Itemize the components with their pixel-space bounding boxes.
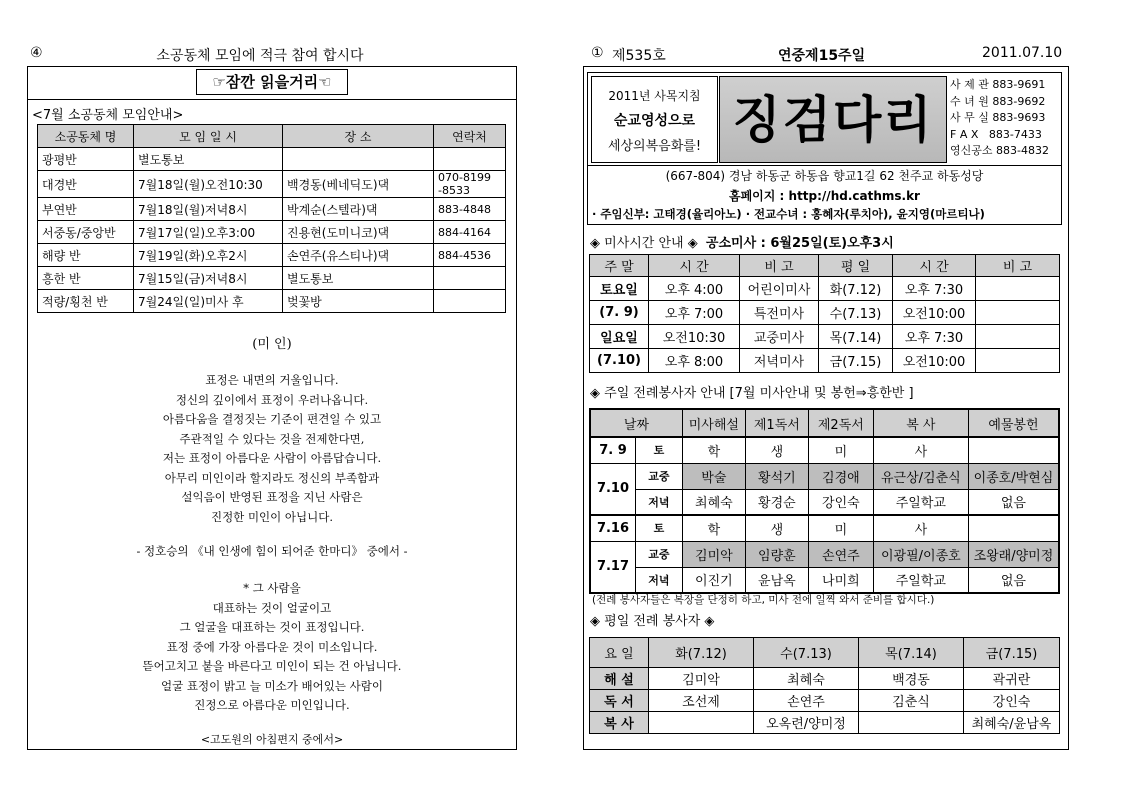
table-cell: 오후 7:30 — [893, 277, 976, 301]
service-date: 7.17 — [590, 541, 636, 593]
service-heading: ◈ 주일 전례봉사자 안내 [7월 미사안내 및 봉헌⇒흥한반 ] — [590, 386, 914, 401]
col-header: 연락처 — [434, 125, 506, 148]
table-cell: 오후 4:00 — [649, 277, 740, 301]
service-table — [589, 408, 1060, 594]
col-header: 모 임 일 시 — [134, 125, 283, 148]
issue-number: 제535호 — [612, 48, 666, 64]
table-cell: 김미악 — [649, 668, 754, 690]
table-cell: 교중미사 — [740, 325, 819, 349]
table-cell: 부연반 — [38, 198, 134, 221]
poem-line: 아름다움을 결정짓는 기준이 편견일 수 있고 — [162, 412, 382, 426]
section-title: <7월 소공동체 모임안내> — [32, 108, 184, 123]
table-cell: 학 — [682, 515, 745, 541]
table-cell: 금(7.15) — [819, 349, 893, 373]
table-cell: 생 — [745, 515, 808, 541]
table-cell: 김경애 — [808, 463, 873, 489]
motto-box — [591, 76, 718, 163]
table-cell: 토요일 — [590, 277, 649, 301]
table-row — [38, 267, 506, 290]
table-cell: 수(7.13) — [819, 301, 893, 325]
table-cell: 오전10:00 — [893, 349, 976, 373]
table-cell: 진용현(도미니코)댁 — [283, 221, 434, 244]
reading-box-title: ☞잠깐 읽을거리☜ — [196, 69, 348, 95]
table-cell: 해량 반 — [38, 244, 134, 267]
poem-line: 그 얼굴을 대표하는 것이 표정입니다. — [179, 620, 365, 634]
mass-schedule-table — [589, 254, 1060, 373]
cell-meeting-table — [37, 124, 506, 313]
poem-title: (미 인) — [252, 337, 292, 352]
poem-line: 주관적일 수 있다는 것을 전제한다면, — [179, 431, 365, 446]
table-cell: 사 — [873, 437, 968, 463]
table-cell: 윤남옥 — [745, 567, 808, 593]
table-cell: 오전10:00 — [893, 301, 976, 325]
poem-line: 진정으로 아름다운 미인입니다. — [194, 698, 350, 712]
col-header: 시 간 — [649, 255, 740, 277]
col-header: 예물봉헌 — [968, 409, 1059, 437]
table-cell: 미 — [808, 437, 873, 463]
table-cell: 손연주 — [808, 541, 873, 567]
table-cell: 특전미사 — [740, 301, 819, 325]
table-cell: 박술 — [682, 463, 745, 489]
left-header: 소공동체 모임에 적극 참여 합시다 — [156, 48, 364, 64]
table-cell: 조선제 — [649, 690, 754, 712]
contact-line: F A X 883-7433 — [950, 127, 1042, 141]
table-row — [590, 489, 1059, 515]
table-row — [38, 221, 506, 244]
table-cell: 광평반 — [38, 148, 134, 171]
service-subtype: 저녁 — [636, 567, 683, 593]
service-date: 7. 9 — [590, 437, 636, 463]
table-cell: 884-4536 — [434, 244, 506, 267]
table-cell: 이광필/이종호 — [873, 541, 968, 567]
table-row — [590, 325, 1060, 349]
table-cell — [434, 290, 506, 313]
table-cell: 해 설 — [590, 668, 649, 690]
table-row — [590, 301, 1060, 325]
table-cell: 대경반 — [38, 171, 134, 198]
col-header: 제1독서 — [745, 409, 808, 437]
col-header: 목(7.14) — [859, 638, 964, 668]
poem-body — [28, 371, 516, 527]
table-cell — [434, 148, 506, 171]
gongso-mass: 공소미사 : 6월25일(토)오후3시 — [705, 236, 894, 251]
poem-line: 저는 표정이 아름다운 사람이 아름답습니다. — [162, 451, 382, 465]
service-date: 7.16 — [590, 515, 636, 541]
table-cell — [968, 515, 1059, 541]
motto-line-1: 순교영성으로 — [613, 113, 696, 129]
left-page-number: ④ — [30, 45, 43, 61]
poem-line: 얼굴 표정이 밝고 늘 미소가 배어있는 사람이 — [161, 678, 383, 693]
poem-body-2 — [28, 579, 516, 716]
table-cell: 사 — [873, 515, 968, 541]
service-subtype: 교중 — [636, 541, 683, 567]
table-cell: 어린이미사 — [740, 277, 819, 301]
col-header: 요 일 — [590, 638, 649, 668]
table-row — [590, 690, 1060, 712]
table-cell: 독 서 — [590, 690, 649, 712]
table-cell: (7.10) — [590, 349, 649, 373]
poem-line: 표정은 내면의 거울입니다. — [205, 373, 339, 387]
table-cell: 조왕래/양미정 — [968, 541, 1059, 567]
table-cell — [976, 301, 1060, 325]
table-row — [590, 541, 1059, 567]
table-cell: 최혜숙 — [754, 668, 859, 690]
table-cell: 김춘식 — [859, 690, 964, 712]
table-cell: 7월24일(일)미사 후 — [134, 290, 283, 313]
table-cell: 서중동/중앙반 — [38, 221, 134, 244]
table-cell: 오옥련/양미정 — [754, 712, 859, 734]
contact-list — [950, 77, 1060, 160]
table-cell: 생 — [745, 437, 808, 463]
col-header: 소공동체 명 — [38, 125, 134, 148]
table-cell — [968, 437, 1059, 463]
poem-line: 뜯어고치고 붙을 바른다고 미인이 되는 건 아닙니다. — [142, 659, 402, 673]
table-cell — [649, 712, 754, 734]
contact-line: 영신공소 883-4832 — [950, 144, 1049, 157]
table-cell: 김미악 — [682, 541, 745, 567]
table-cell: 주일학교 — [873, 489, 968, 515]
service-subtype: 토 — [636, 515, 683, 541]
parish-address: (667-804) 경남 하동군 하동읍 향교1길 62 천주교 하동성당 — [665, 169, 984, 183]
col-header: 날짜 — [590, 409, 682, 437]
table-cell: 벚꽃방 — [283, 290, 434, 313]
col-header: 비 고 — [740, 255, 819, 277]
table-cell: 883-4848 — [434, 198, 506, 221]
col-header: 평 일 — [819, 255, 893, 277]
weekday-service-table — [589, 637, 1060, 734]
table-cell: 황석기 — [745, 463, 808, 489]
poem-attribution: - 정호승의 《내 인생에 힘이 되어준 한마디》 중에서 - — [136, 544, 408, 558]
table-cell: 강인숙 — [964, 690, 1060, 712]
table-row — [38, 198, 506, 221]
table-cell: 백경동(베네딕도)댁 — [283, 171, 434, 198]
table-cell: (7. 9) — [590, 301, 649, 325]
newsletter-title: 징검다리 — [732, 90, 934, 149]
weekday-heading: ◈ 평일 전례 봉사자 ◈ — [590, 614, 715, 629]
contact-line: 사 무 실 883-9693 — [950, 111, 1046, 124]
table-cell: 곽귀란 — [964, 668, 1060, 690]
table-row — [590, 349, 1060, 373]
table-row — [590, 437, 1059, 463]
table-row — [590, 668, 1060, 690]
table-cell: 강인숙 — [808, 489, 873, 515]
table-cell: 적량/횡천 반 — [38, 290, 134, 313]
table-cell: 오후 8:00 — [649, 349, 740, 373]
table-cell: 별도통보 — [134, 148, 283, 171]
col-header: 수(7.13) — [754, 638, 859, 668]
poem-line: 정신의 깊이에서 표정이 우러나옵니다. — [175, 392, 369, 407]
service-date: 7.10 — [590, 463, 636, 515]
table-cell: 최혜숙/윤남옥 — [964, 712, 1060, 734]
masthead — [587, 72, 1062, 225]
table-cell: 없음 — [968, 567, 1059, 593]
clergy-info: · 주임신부: 고태경(율리아노) · 전교수녀 : 홍혜자(루치아), 윤지영(마르티나) — [592, 207, 985, 221]
poem-line: 설익음이 반영된 표정을 지닌 사람은 — [181, 490, 363, 504]
table-cell — [434, 267, 506, 290]
service-subtype: 토 — [636, 437, 683, 463]
poem-line: 아무리 미인이라 할지라도 정신의 부족함과 — [164, 470, 380, 485]
table-cell: 7월15일(금)저녁8시 — [134, 267, 283, 290]
right-page-number: ① — [591, 45, 604, 61]
col-header: 제2독서 — [808, 409, 873, 437]
table-row — [590, 567, 1059, 593]
col-header: 복 사 — [873, 409, 968, 437]
poem-line: * 그 사람을 — [243, 581, 301, 595]
table-cell: 손연주(유스티나)댁 — [283, 244, 434, 267]
service-subtype: 저녁 — [636, 489, 683, 515]
table-row — [38, 244, 506, 267]
table-cell: 오전10:30 — [649, 325, 740, 349]
table-cell: 884-4164 — [434, 221, 506, 244]
mass-heading-label: ◈ 미사시간 안내 ◈ — [590, 236, 698, 251]
table-cell: 7월17일(일)오후3:00 — [134, 221, 283, 244]
mass-heading — [590, 232, 894, 251]
table-row — [38, 171, 506, 198]
table-cell: 유근상/김춘식 — [873, 463, 968, 489]
table-cell: 일요일 — [590, 325, 649, 349]
table-cell: 학 — [682, 437, 745, 463]
table-cell: 이종호/박현심 — [968, 463, 1059, 489]
table-row — [590, 277, 1060, 301]
table-row — [590, 463, 1059, 489]
service-note: (전례 봉사자들은 복장을 단정히 하고, 미사 전에 일찍 와서 준비를 합시다.) — [592, 594, 935, 606]
table-cell: 미 — [808, 515, 873, 541]
poem-line: 대표하는 것이 얼굴이고 — [212, 600, 332, 615]
table-cell: 나미희 — [808, 567, 873, 593]
table-cell: 복 사 — [590, 712, 649, 734]
table-cell: 박계순(스텔라)댁 — [283, 198, 434, 221]
table-cell: 목(7.14) — [819, 325, 893, 349]
col-header: 장 소 — [283, 125, 434, 148]
col-header: 미사해설 — [682, 409, 745, 437]
col-header: 주 말 — [590, 255, 649, 277]
table-cell: 손연주 — [754, 690, 859, 712]
table-cell: 주일학교 — [873, 567, 968, 593]
col-header: 화(7.12) — [649, 638, 754, 668]
table-cell: 흥한 반 — [38, 267, 134, 290]
table-cell: 화(7.12) — [819, 277, 893, 301]
table-cell: 7월19일(화)오후2시 — [134, 244, 283, 267]
left-content-box — [27, 66, 517, 750]
newsletter-logo — [719, 76, 947, 163]
table-row — [38, 148, 506, 171]
table-cell: 070-8199 -8533 — [434, 171, 506, 198]
table-cell: 황경순 — [745, 489, 808, 515]
col-header: 시 간 — [893, 255, 976, 277]
contact-line: 사 제 관 883-9691 — [950, 78, 1046, 91]
table-cell: 오후 7:00 — [649, 301, 740, 325]
table-cell — [976, 349, 1060, 373]
table-cell: 7월18일(월)저녁8시 — [134, 198, 283, 221]
table-cell: 이진기 — [682, 567, 745, 593]
table-cell: 백경동 — [859, 668, 964, 690]
col-header: 비 고 — [976, 255, 1060, 277]
table-cell: 별도통보 — [283, 267, 434, 290]
table-cell — [283, 148, 434, 171]
table-row — [590, 515, 1059, 541]
liturgical-week: 연중제15주일 — [778, 48, 866, 64]
motto-line-2: 세상의복음화를! — [607, 139, 702, 154]
table-cell: 최혜숙 — [682, 489, 745, 515]
table-cell — [976, 325, 1060, 349]
table-cell: 임량훈 — [745, 541, 808, 567]
service-subtype: 교중 — [636, 463, 683, 489]
table-cell: 7월18일(월)오전10:30 — [134, 171, 283, 198]
issue-date: 2011.07.10 — [982, 45, 1063, 61]
contact-line: 수 녀 원 883-9692 — [950, 94, 1046, 108]
table-row — [38, 290, 506, 313]
poem-line: 표정 중에 가장 아름다운 것이 미소입니다. — [166, 639, 378, 654]
table-row — [590, 712, 1060, 734]
table-cell: 오후 7:30 — [893, 325, 976, 349]
homepage-link[interactable]: 홈페이지 : http://hd.cathms.kr — [729, 189, 920, 203]
table-cell — [859, 712, 964, 734]
col-header: 금(7.15) — [964, 638, 1060, 668]
poem-source: <고도원의 아침편지 중에서> — [200, 733, 344, 746]
table-cell: 저녁미사 — [740, 349, 819, 373]
table-cell: 없음 — [968, 489, 1059, 515]
motto-year: 2011년 사목지침 — [608, 89, 701, 103]
poem-line: 진정한 미인이 아닙니다. — [210, 509, 334, 524]
table-cell — [976, 277, 1060, 301]
